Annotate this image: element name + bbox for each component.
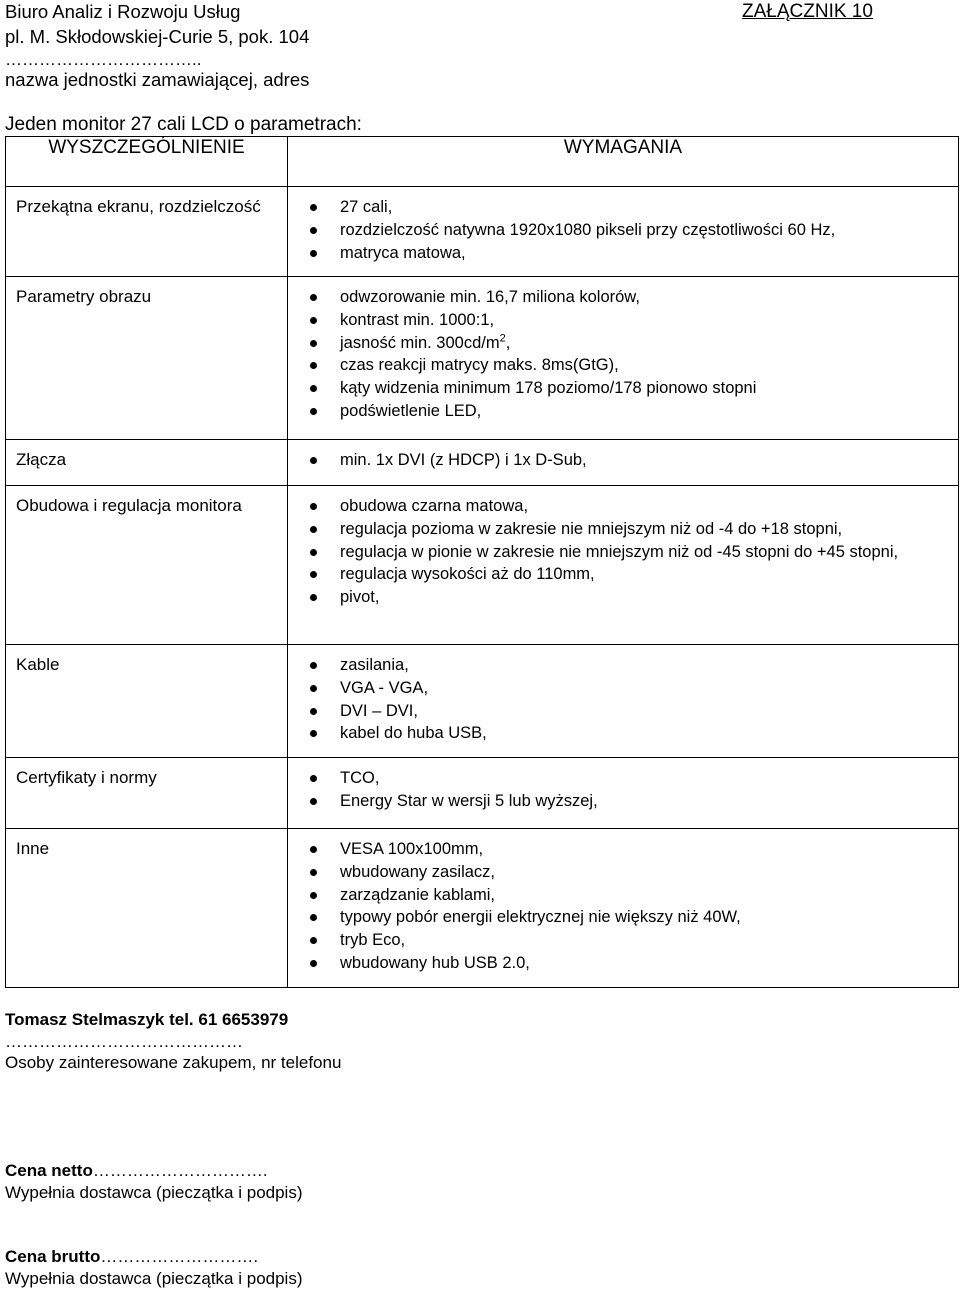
- row-label: Złącza: [6, 440, 288, 486]
- bullet-icon: [310, 730, 317, 737]
- requirements-list: [288, 767, 948, 813]
- list-item: typowy pobór energii elektrycznej nie większy niż 40W,: [288, 906, 948, 929]
- org-name: Biuro Analiz i Rozwoju Usług: [5, 1, 241, 22]
- list-item: Energy Star w wersji 5 lub wyższej,: [288, 790, 948, 813]
- col-header-requirements: WYMAGANIA: [288, 137, 959, 187]
- bullet-icon: [310, 294, 317, 301]
- bullet-icon: [310, 846, 317, 853]
- requirements-list: [288, 286, 948, 423]
- list-item: wbudowany hub USB 2.0,: [288, 952, 948, 975]
- row-label: Przekątna ekranu, rozdzielczość: [6, 187, 288, 277]
- requirements-cell: [288, 277, 959, 440]
- bullet-icon: [310, 204, 317, 211]
- bullet-icon: [310, 685, 317, 692]
- table-row: [6, 187, 959, 277]
- requirements-list: [288, 495, 948, 609]
- bullet-icon: [310, 892, 317, 899]
- col-header-spec: WYSZCZEGÓLNIENIE: [6, 137, 288, 187]
- bullet-icon: [310, 571, 317, 578]
- table-header-row: [6, 137, 959, 187]
- requirements-cell: [288, 187, 959, 277]
- row-label: Obudowa i regulacja monitora: [6, 486, 288, 645]
- list-item: zarządzanie kablami,: [288, 884, 948, 907]
- list-item: regulacja w pionie w zakresie nie mniejszym niż od -45 stopni do +45 stopni,: [288, 541, 948, 564]
- list-item: podświetlenie LED,: [288, 400, 948, 423]
- list-item: pivot,: [288, 586, 948, 609]
- contact-caption: Osoby zainteresowane zakupem, nr telefonu: [5, 1053, 342, 1072]
- requirements-list: [288, 196, 948, 264]
- requirements-list: [288, 654, 948, 745]
- gross-price-dots: ……………………….: [100, 1247, 259, 1266]
- bullet-icon: [310, 317, 317, 324]
- list-item: 27 cali,: [288, 196, 948, 219]
- bullet-icon: [310, 775, 317, 782]
- bullet-icon: [310, 937, 317, 944]
- net-price-line: [5, 1160, 268, 1182]
- list-item: matryca matowa,: [288, 242, 948, 265]
- requirements-cell: [288, 645, 959, 758]
- bullet-icon: [310, 549, 317, 556]
- bullet-icon: [310, 526, 317, 533]
- bullet-icon: [310, 708, 317, 715]
- requirements-cell: [288, 829, 959, 988]
- table-row: [6, 440, 959, 486]
- net-price-dots: ………………………….: [92, 1161, 268, 1180]
- intro-text: Jeden monitor 27 cali LCD o parametrach:: [5, 114, 362, 135]
- gross-price-line: [5, 1246, 258, 1268]
- bullet-icon: [310, 662, 317, 669]
- unit-caption: nazwa jednostki zamawiającej, adres: [5, 69, 310, 90]
- list-item: tryb Eco,: [288, 929, 948, 952]
- list-item: regulacja pozioma w zakresie nie mniejszym niż od -4 do +18 stopni,: [288, 518, 948, 541]
- bullet-icon: [310, 385, 317, 392]
- list-item: VGA - VGA,: [288, 677, 948, 700]
- bullet-icon: [310, 408, 317, 415]
- bullet-icon: [310, 869, 317, 876]
- superscript: 2: [499, 332, 506, 345]
- row-label: Kable: [6, 645, 288, 758]
- table-row: [6, 758, 959, 829]
- list-item: wbudowany zasilacz,: [288, 861, 948, 884]
- table-row: [6, 277, 959, 440]
- org-address: pl. M. Skłodowskiej-Curie 5, pok. 104: [5, 26, 310, 47]
- requirements-cell: [288, 758, 959, 829]
- list-item: obudowa czarna matowa,: [288, 495, 948, 518]
- list-item: kabel do huba USB,: [288, 722, 948, 745]
- requirements-list: [288, 838, 948, 975]
- list-item: jasność min. $300cd/m^2$,: [288, 332, 948, 355]
- table-row: [6, 829, 959, 988]
- table-row: [6, 645, 959, 758]
- bullet-icon: [310, 960, 317, 967]
- bullet-icon: [310, 798, 317, 805]
- gross-price-caption: Wypełnia dostawca (pieczątka i podpis): [5, 1269, 303, 1288]
- bullet-icon: [310, 250, 317, 257]
- list-item: rozdzielczość natywna 1920x1080 pikseli przy częstotliwości 60 Hz,: [288, 219, 948, 242]
- list-item: zasilania,: [288, 654, 948, 677]
- list-item: min. 1x DVI (z HDCP) i 1x D-Sub,: [288, 449, 948, 472]
- table-row: [6, 486, 959, 645]
- bullet-icon: [310, 594, 317, 601]
- contact-person: Tomasz Stelmaszyk tel. 61 6653979: [5, 1010, 289, 1029]
- bullet-icon: [310, 362, 317, 369]
- list-item: kąty widzenia minimum 178 poziomo/178 pionowo stopni: [288, 377, 948, 400]
- list-item: TCO,: [288, 767, 948, 790]
- gross-price-label: Cena brutto: [5, 1247, 101, 1266]
- contact-dots: ……………………………………: [5, 1032, 243, 1051]
- list-item: DVI – DVI,: [288, 700, 948, 723]
- requirements-cell: [288, 486, 959, 645]
- net-price-caption: Wypełnia dostawca (pieczątka i podpis): [5, 1183, 303, 1202]
- bullet-icon: [310, 227, 317, 234]
- list-item: czas reakcji matrycy maks. 8ms(GtG),: [288, 354, 948, 377]
- unit-dots: ……………………………..: [5, 50, 202, 69]
- bullet-icon: [310, 457, 317, 464]
- list-item: VESA 100x100mm,: [288, 838, 948, 861]
- row-label: Inne: [6, 829, 288, 988]
- spec-table: [5, 136, 959, 988]
- requirements-cell: [288, 440, 959, 486]
- bullet-icon: [310, 340, 317, 347]
- row-label: Certyfikaty i normy: [6, 758, 288, 829]
- bullet-icon: [310, 503, 317, 510]
- list-item: regulacja wysokości aż do 110mm,: [288, 563, 948, 586]
- attachment-number: ZAŁĄCZNIK 10: [742, 1, 873, 22]
- list-item: kontrast min. 1000:1,: [288, 309, 948, 332]
- requirements-list: [288, 449, 948, 472]
- row-label: Parametry obrazu: [6, 277, 288, 440]
- list-item: odwzorowanie min. 16,7 miliona kolorów,: [288, 286, 948, 309]
- bullet-icon: [310, 914, 317, 921]
- net-price-label: Cena netto: [5, 1161, 93, 1180]
